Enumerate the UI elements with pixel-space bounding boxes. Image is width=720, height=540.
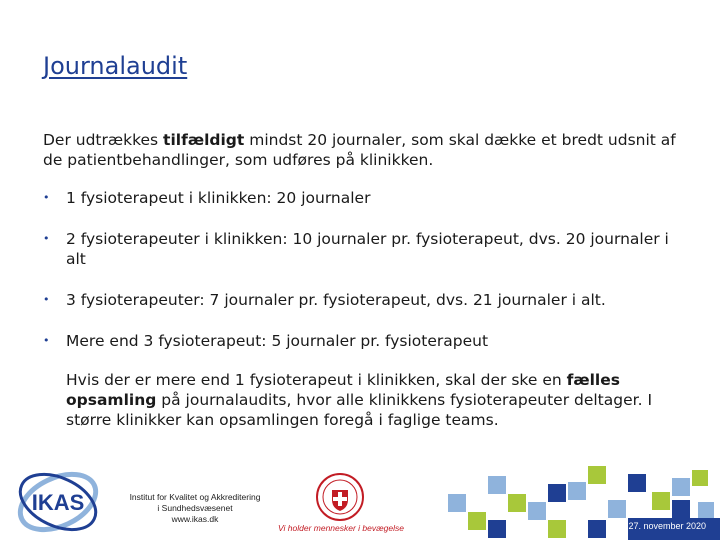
intro-emphasis: tilfældigt <box>163 131 245 149</box>
institute-subtitle: i Sundhedsvæsenet <box>157 503 233 513</box>
intro-paragraph <box>43 130 693 170</box>
bullet-icon: • <box>43 232 50 245</box>
bullet-icon: • <box>43 293 50 306</box>
bullet-icon: • <box>43 334 50 347</box>
intro-text: Der udtrækkes <box>43 131 164 149</box>
ikas-logo-icon <box>14 466 102 538</box>
bullet-text: 2 fysioterapeuter i klinikken: 10 journaler pr. fysioterapeut, dvs. 20 journaler i alt <box>66 230 669 268</box>
slide-date: 27. november 2020 <box>628 521 706 531</box>
slide-body <box>43 130 693 430</box>
intro-text-rest: mindst 20 journaler, som skal dække et bredt udsnit af de patientbehandlinger, som udføres på klinikken. <box>43 131 676 169</box>
institute-info <box>120 492 270 525</box>
note-emphasis: fælles opsamling <box>66 371 620 409</box>
bullet-list <box>43 188 693 351</box>
bullet-icon: • <box>43 191 50 204</box>
list-item <box>43 290 693 310</box>
note-text: Hvis der er mere end 1 fysioterapeut i klinikken, skal der ske en <box>66 371 567 389</box>
ikas-logo-text: IKAS <box>31 490 85 515</box>
bullet-text: 3 fysioterapeuter: 7 journaler pr. fysioterapeut, dvs. 21 journaler i alt. <box>66 291 606 309</box>
institute-name: Institut for Kvalitet og Akkreditering <box>129 492 261 502</box>
note-paragraph <box>43 370 693 430</box>
note-text-rest: på journalaudits, hvor alle klinikkens fysioterapeuter deltager. I større klinikker kan opsamlingen foregå i faglige teams. <box>66 391 653 429</box>
association-seal-icon <box>315 472 365 522</box>
list-item <box>43 331 693 351</box>
institute-url[interactable]: www.ikas.dk <box>171 514 219 524</box>
list-item <box>43 188 693 208</box>
list-item <box>43 229 693 269</box>
slogan: Vi holder mennesker i bevægelse <box>278 523 404 533</box>
bullet-text: Mere end 3 fysioterapeut: 5 journaler pr. fysioterapeut <box>66 332 489 350</box>
slide-title: Journalaudit <box>43 52 188 80</box>
slide-footer <box>0 462 720 540</box>
bullet-text: 1 fysioterapeut i klinikken: 20 journaler <box>66 189 371 207</box>
